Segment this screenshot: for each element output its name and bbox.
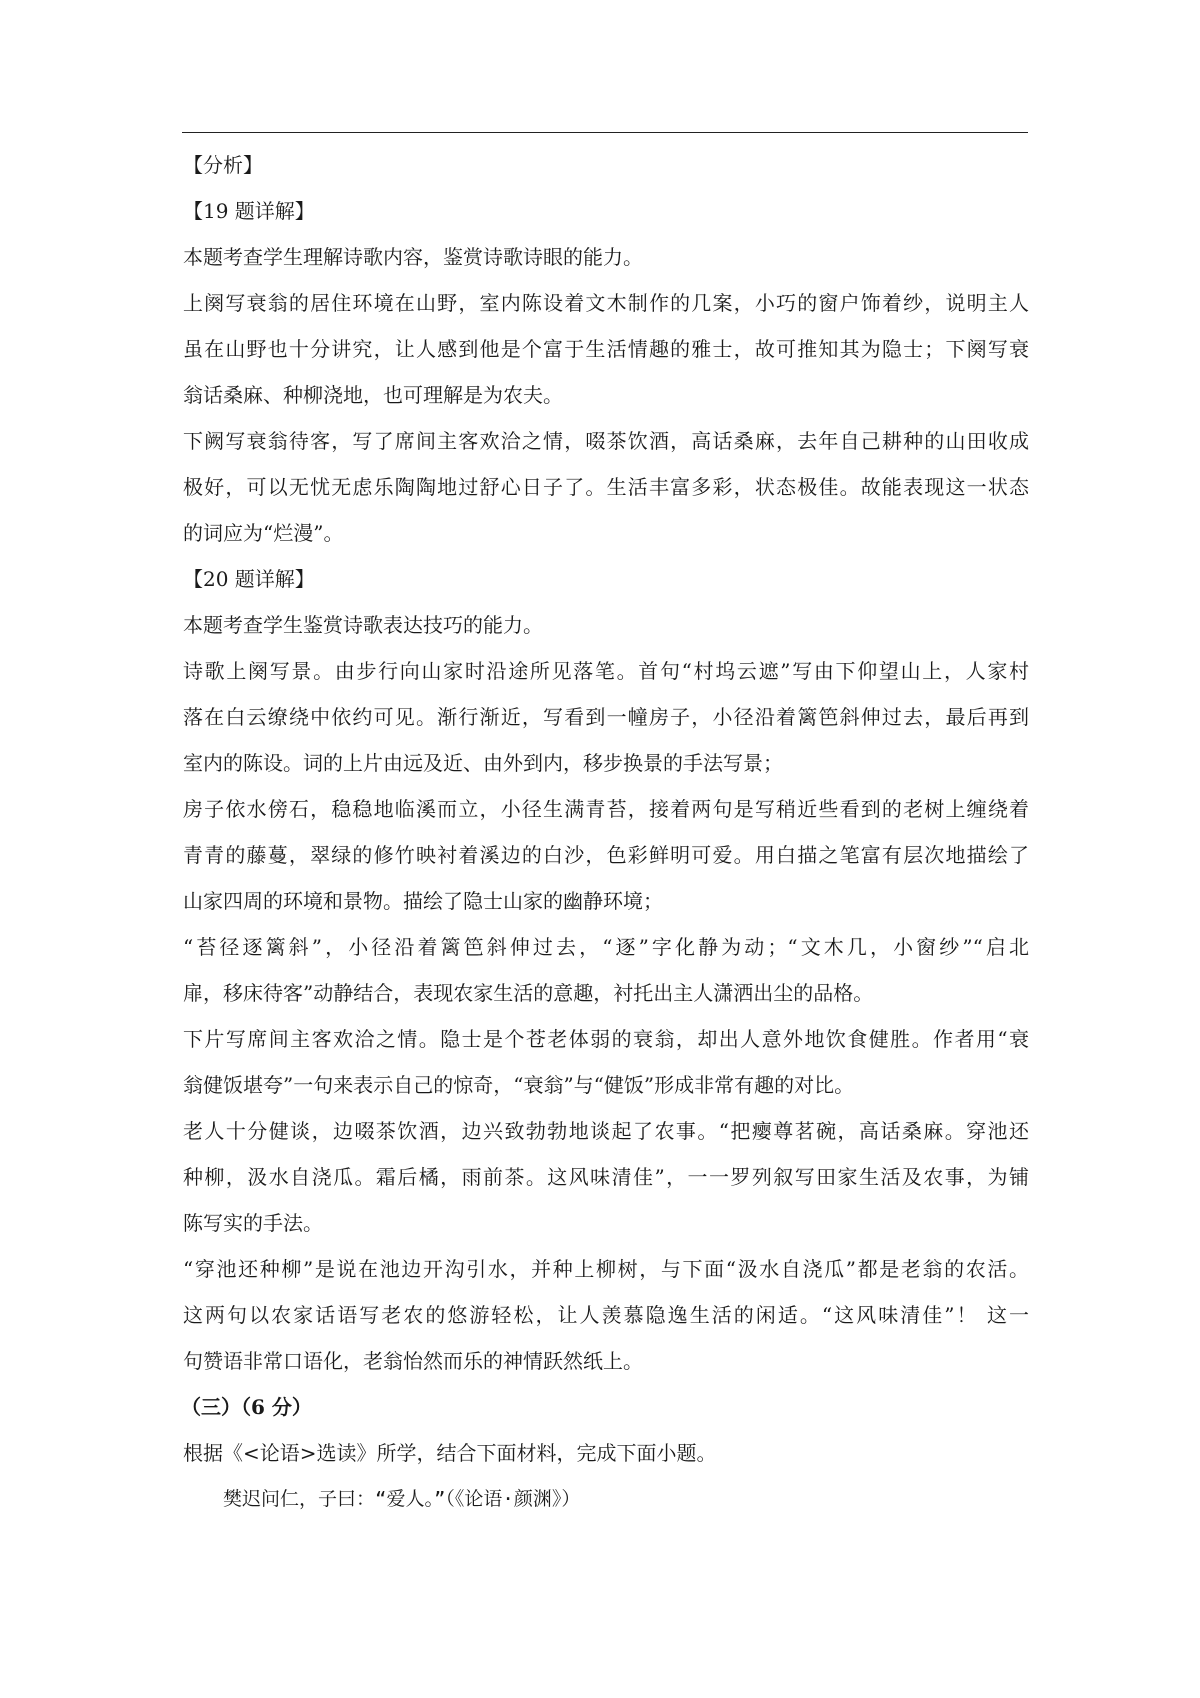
- q20-line: “苔径逐篱斜”，小径沿着篱笆斜伸过去，“逐”字化静为动；“文木几，小窗纱”“启北: [183, 935, 1029, 959]
- q19-line: 虽在山野也十分讲究，让人感到他是个富于生活情趣的雅士，故可推知其为隐士；下阕写衰: [183, 337, 1029, 361]
- analysis-heading: 【分析】: [183, 153, 263, 177]
- section-3-instruction: 根据《<论语>选读》所学，结合下面材料，完成下面小题。: [183, 1441, 717, 1465]
- q20-line: 扉，移床待客”动静结合，表现农家生活的意趣，衬托出主人潇洒出尘的品格。: [183, 981, 874, 1005]
- section-3-title: （三）（6 分）: [181, 1395, 312, 1419]
- q20-line: 种柳，汲水自浇瓜。霜后橘，雨前茶。这风味清佳”，一一罗列叙写田家生活及农事，为铺: [183, 1165, 1029, 1189]
- q20-line: 本题考查学生鉴赏诗歌表达技巧的能力。: [183, 613, 543, 637]
- q20-line: 下片写席间主客欢洽之情。隐士是个苍老体弱的衰翁，却出人意外地饮食健胜。作者用“衰: [183, 1027, 1029, 1051]
- q19-line: 上阕写衰翁的居住环境在山野，室内陈设着文木制作的几案，小巧的窗户饰着纱，说明主人: [183, 291, 1029, 315]
- q20-line: 落在白云缭绕中依约可见。渐行渐近，写看到一幢房子，小径沿着篱笆斜伸过去，最后再到: [183, 705, 1029, 729]
- q20-line: 这两句以农家话语写老农的悠游轻松，让人羡慕隐逸生活的闲适。“这风味清佳”！ 这一: [183, 1303, 1029, 1327]
- q19-line: 翁话桑麻、种柳浇地，也可理解是为农夫。: [183, 383, 563, 407]
- q19-line: 本题考查学生理解诗歌内容，鉴赏诗歌诗眼的能力。: [183, 245, 643, 269]
- q20-line: 房子依水傍石，稳稳地临溪而立，小径生满青苔，接着两句是写稍近些看到的老树上缠绕着: [183, 797, 1029, 821]
- q20-line: 老人十分健谈，边啜茶饮酒，边兴致勃勃地谈起了农事。“把瘿尊茗碗，高话桑麻。穿池还: [183, 1119, 1029, 1143]
- q20-heading: 【20 题详解】: [183, 567, 315, 591]
- q19-heading: 【19 题详解】: [183, 199, 315, 223]
- answer-analysis: [183, 150, 1029, 1530]
- q20-line: 句赞语非常口语化，老翁怡然而乐的神情跃然纸上。: [183, 1349, 643, 1373]
- analects-quote: 樊迟问仁，子曰：“爱人。”（《论语·颜渊》）: [223, 1488, 581, 1510]
- q20-line: 翁健饭堪夸”一句来表示自己的惊奇，“衰翁”与“健饭”形成非常有趣的对比。: [183, 1073, 855, 1097]
- q19-line: 的词应为“烂漫”。: [183, 521, 344, 545]
- q20-line: 诗歌上阕写景。由步行向山家时沿途所见落笔。首句“村坞云遮”写由下仰望山上，人家村: [183, 659, 1029, 683]
- q20-line: 山家四周的环境和景物。描绘了隐士山家的幽静环境；: [183, 889, 663, 913]
- q20-line: 室内的陈设。词的上片由远及近、由外到内，移步换景的手法写景；: [183, 751, 783, 775]
- q20-line: 陈写实的手法。: [183, 1211, 323, 1235]
- q20-line: 青青的藤蔓，翠绿的修竹映衬着溪边的白沙，色彩鲜明可爱。用白描之笔富有层次地描绘了: [183, 843, 1029, 867]
- q20-line: “穿池还种柳”是说在池边开沟引水，并种上柳树，与下面“汲水自浇瓜”都是老翁的农活。: [183, 1257, 1029, 1281]
- q19-line: 极好，可以无忧无虑乐陶陶地过舒心日子了。生活丰富多彩，状态极佳。故能表现这一状态: [183, 475, 1029, 499]
- q19-line: 下阙写衰翁待客，写了席间主客欢洽之情，啜茶饮酒，高话桑麻，去年自己耕种的山田收成: [183, 429, 1029, 453]
- header-rule: [182, 132, 1028, 133]
